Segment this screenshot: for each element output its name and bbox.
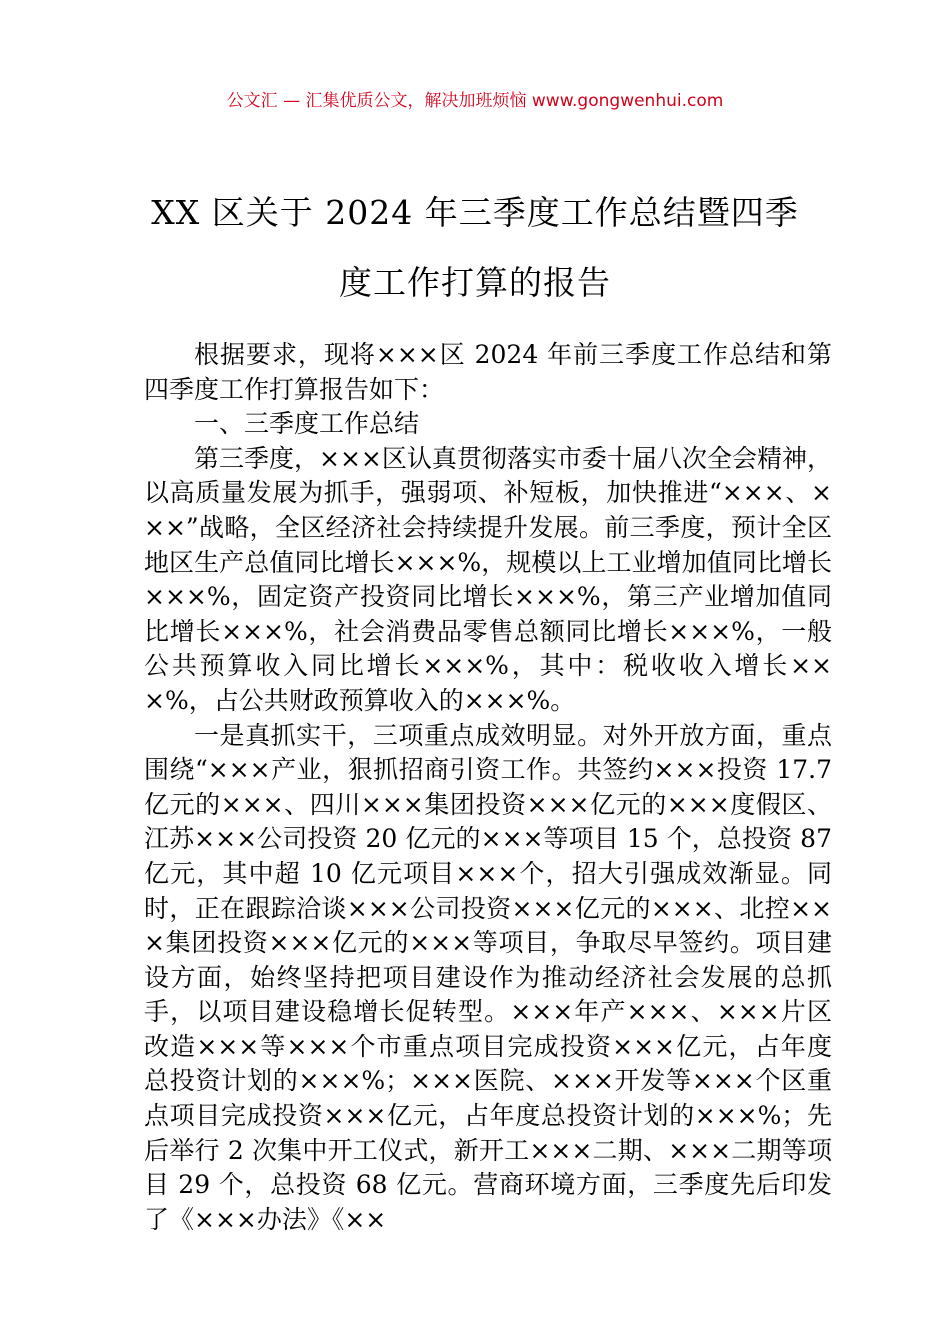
- summary-paragraph: 第三季度，×××区认真贯彻落实市委十届八次全会精神，以高质量发展为抓手，强弱项、补短板，加快推进“×××、×××”战略，全区经济社会持续提升发展。前三季度，预计全区地区生产总值同比增长×××%，规模以上工业增加值同比增长×××%，固定资产投资同比增长×××%，第三产业增加值同比增长×××%，社会消费品零售总额同比增长×××%，一般公共预算收入同比增长×××%，其中：税收收入增长×××%，占公共财政预算收入的×××%。: [144, 443, 832, 715]
- document-body: [144, 338, 832, 1237]
- section-heading: 一、三季度工作总结: [194, 409, 420, 439]
- title-line-2: 度工作打算的报告: [339, 263, 611, 302]
- document-title: [100, 178, 850, 318]
- key-work-paragraph: 一是真抓实干，三项重点成效明显。对外开放方面，重点围绕“×××产业，狠抓招商引资工作。共签约×××投资 17.7 亿元的×××、四川×××集团投资×××亿元的×××度假区、江苏×××公司投资 20 亿元的×××等项目 15 个，总投资 87 亿元，其中超 10 亿元项目×××个，招大引强成效渐显。同时，正在跟踪洽谈×××公司投资×××亿元的×××、北控×××集团投资×××亿元的×××等项目，争取尽早签约。项目建设方面，始终坚持把项目建设作为推动经济社会发展的总抓手，以项目建设稳增长促转型。×××年产×××、×××片区改造×××等×××个市重点项目完成投资×××亿元，占年度总投资计划的×××%；×××医院、×××开发等×××个区重点项目完成投资×××亿元，占年度总投资计划的×××%；先后举行 2 次集中开工仪式，新开工×××二期、×××二期等项目 29 个，总投资 68 亿元。营商环境方面，三季度先后印发了《×××办法》《××: [144, 720, 832, 1234]
- intro-paragraph: 根据要求，现将×××区 2024 年前三季度工作总结和第四季度工作打算报告如下：: [144, 340, 832, 404]
- title-line-1: XX 区关于 2024 年三季度工作总结暨四季: [151, 193, 799, 232]
- site-banner: 公文汇 — 汇集优质公文，解决加班烦恼 www.gongwenhui.com: [226, 91, 724, 111]
